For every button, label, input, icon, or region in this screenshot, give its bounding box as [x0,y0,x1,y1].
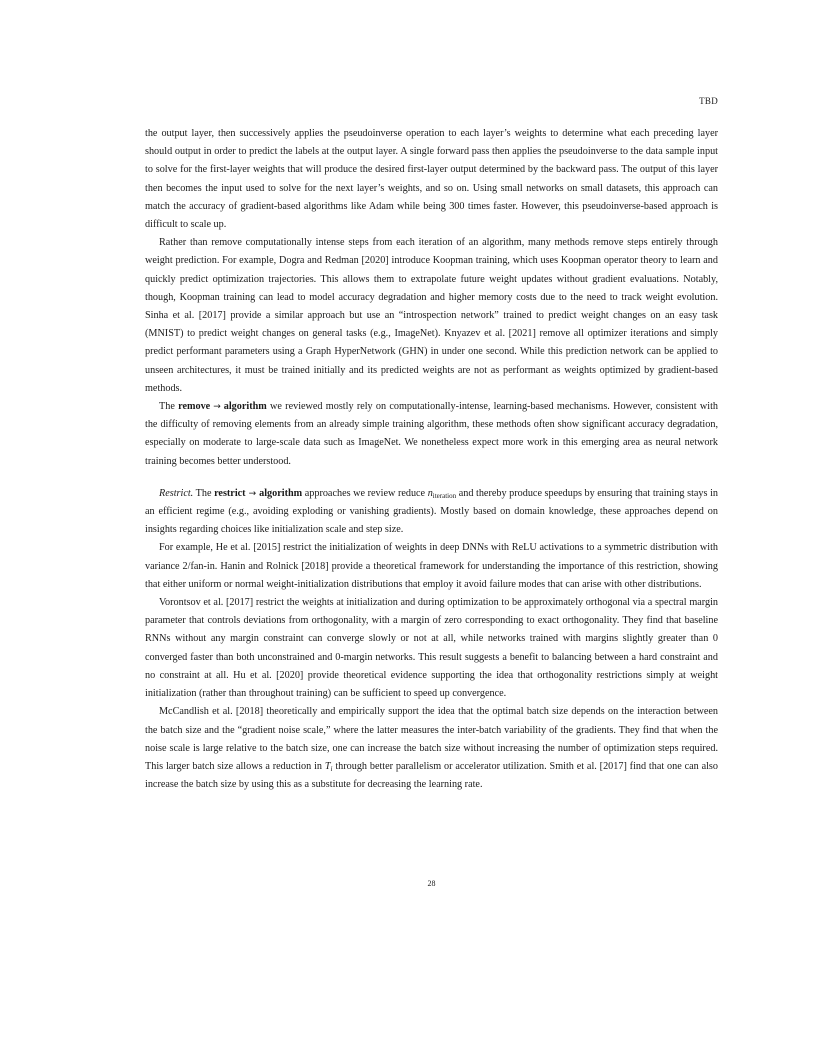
paragraph-weight-prediction: Rather than remove computationally intense steps from each iteration of an algorithm, many methods remove steps entirely through weight prediction. For example, Dogra and Redman [2020] introduce Koopman training, which uses Koopman operator theory to learn and quickly predict optimization trajectories. This allows them to extrapolate future weight updates without gradient evaluations. Notably, though, Koopman training can lead to model accuracy degradation and higher memory costs due to the need to track weight evolution. Sinha et al. [2017] provide a similar approach but use an “introspection network” trained to predict weight changes on an easy task (MNIST) to predict weight changes on general tasks (e.g., ImageNet). Knyazev et al. [2021] remove all optimizer iterations and simply predict performant parameters using a Graph HyperNetwork (GHN) in under one second. While this prediction network can be applied to unseen architectures, it must be trained initially and its predicted weights are not as performant as weights optimized by gradient-based methods. [145,237,718,394]
bold-term-restrict: restrict [214,487,246,499]
math-subscript-var: i [330,764,333,773]
text-run: The [159,401,179,413]
paragraph-remove-summary [145,398,718,471]
section-heading-restrict: Restrict. [159,487,194,499]
bold-term-remove: remove [178,401,211,413]
running-head: TBD [699,96,718,106]
bold-term-algorithm: algorithm [259,487,303,499]
text-run: through better parallelism or accelerator utilization. Smith et al. [2017] find that one can also increase the batch size by using this as a substitute for decreasing the learning rate. [145,760,718,791]
math-variable: T [324,760,331,772]
text-run: we reviewed mostly rely on computationally-intense, learning-based mechanisms. However, consistent with the difficulty of removing elements from an already simple training algorithm, these methods often show significant accuracy degradation, especially on moderate to large-scale data such as ImageNet. We nonetheless expect more work in this emerging area as neural network training becomes better understood. [145,401,718,467]
paragraph-batch-size [145,703,718,794]
paragraph-restrict-intro [145,485,718,540]
paragraph-initialization: For example, He et al. [2015] restrict the initialization of weights in deep DNNs with ReLU activations to a symmetric distribution with variance 2/fan-in. Hanin and Rolnick [2018] provide a theoretical framework for understanding the importance of this restriction, showing that either uniform or normal weight-initialization distributions that employ it avoid failure modes that can arise with other distributions. [145,542,718,590]
math-subscript: iteration [432,491,457,500]
right-arrow-icon: → [248,488,257,499]
bold-term-algorithm: algorithm [223,401,267,413]
body-text [145,125,718,794]
paragraph-orthogonality: Vorontsov et al. [2017] restrict the weights at initialization and during optimization to be approximately orthogonal via a spectral margin parameter that controls deviations from orthogonality, with a margin of zero corresponding to exact orthogonality. They find that baseline RNNs without any margin constraint can converge slowly or not at all, while networks trained with margins slightly greater than 0 converged faster than both unconstrained and 0-margin networks. This result suggests a benefit to balancing between a hard constraint and no constraint at all. Hu et al. [2020] provide theoretical evidence supporting the idea that orthogonality restrictions simply at weight initialization (rather than throughout training) can be sufficient to speed up convergence. [145,597,718,700]
text-run: The [193,487,215,499]
text-run: McCandlish et al. [2018] theoretically and empirically support the idea that the optimal batch size depends on the interaction between the batch size and the “gradient noise scale,” where the latter measures the inter-batch variability of the gradients. They find that when the noise scale is large relative to the batch size, one can increase the batch size without increasing the number of optimization steps required. This larger batch size allows a reduction in [145,706,718,772]
math-variable: n [427,487,433,499]
page-number: 28 [427,879,436,888]
text-run: and thereby produce speedups by ensuring that training stays in an efficient regime (e.g., avoiding exploding or vanishing gradients). Mostly based on domain knowledge, these approaches depend on insights regarding choices like initialization scale and step size. [145,487,719,536]
text-run: approaches we review reduce [302,487,428,499]
right-arrow-icon: → [213,402,221,413]
paragraph-pseudoinverse: the output layer, then successively applies the pseudoinverse operation to each layer’s weights to determine what each preceding layer should output in order to predict the labels at the output layer. A single forward pass then applies the pseudoinverse to the data sample input to solve for the first-layer weights that will produce the desired first-layer output determined by the backward pass. The output of this layer then becomes the input used to solve for the next layer’s weights, and so on. Using small networks on small datasets, this approach can match the accuracy of gradient-based algorithms like Adam while being 300 times faster. However, this pseudoinverse-based approach is difficult to scale up. [145,128,718,231]
